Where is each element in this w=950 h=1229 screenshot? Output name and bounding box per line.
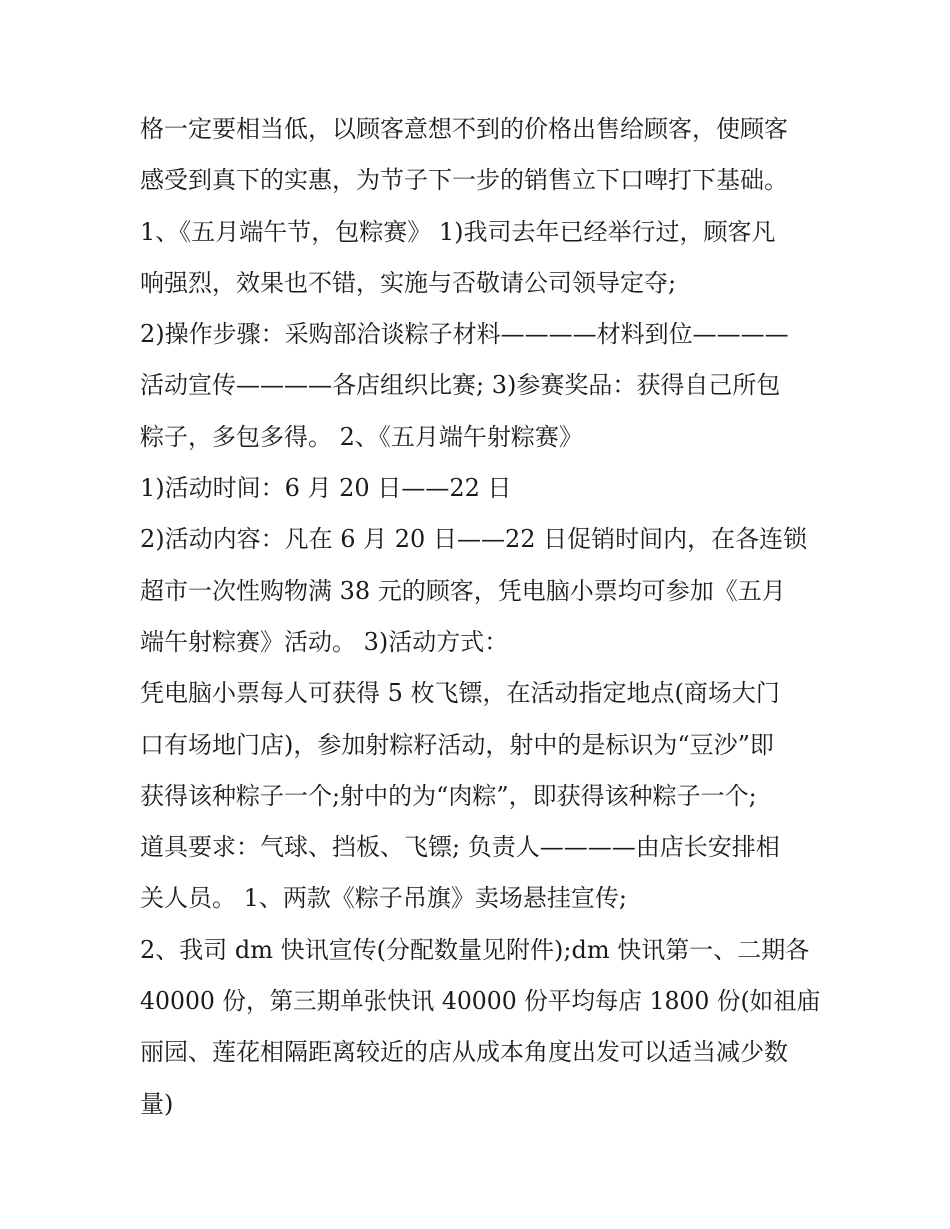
text-line: 关人员。 1、两款《粽子吊旗》卖场悬挂宣传; xyxy=(140,884,627,913)
text-line: 格一定要相当低，以顾客意想不到的价格出售给顾客，使顾客 xyxy=(140,115,788,143)
text-line: 量) xyxy=(140,1089,174,1118)
text-line: 凭电脑小票每人可获得 5 枚飞镖，在活动指定地点(商场大门 xyxy=(140,679,780,708)
text-line: 粽子，多包多得。 2、《五月端午射粽赛》 xyxy=(140,422,583,451)
text-line: 获得该种粽子一个;射中的为“肉粽”，即获得该种粽子一个; xyxy=(140,781,757,810)
text-line: 超市一次性购物满 38 元的顾客，凭电脑小票均可参加《五月 xyxy=(140,576,786,605)
text-line: 口有场地门店)，参加射粽籽活动，射中的是标识为“豆沙”即 xyxy=(140,730,774,759)
text-line: 端午射粽赛》活动。 3)活动方式： xyxy=(140,627,509,656)
body-text xyxy=(140,104,820,1130)
text-line: 道具要求：气球、挡板、飞镖; 负责人————由店长安排相 xyxy=(140,833,780,862)
text-line: 1、《五月端午节，包粽赛》 1)我司去年已经举行过，顾客凡 xyxy=(140,217,776,246)
text-line: 活动宣传————各店组织比赛; 3)参赛奖品：获得自己所包 xyxy=(140,371,781,400)
text-line: 丽园、莲花相隔距离较近的店从成本角度出发可以适当减少数 xyxy=(140,1038,788,1067)
text-line: 1)活动时间：6 月 20 日——22 日 xyxy=(140,474,512,503)
text-line: 40000 份，第三期单张快讯 40000 份平均每店 1800 份(如祖庙 xyxy=(140,987,821,1016)
text-line: 响强烈，效果也不错，实施与否敬请公司领导定夺; xyxy=(140,268,677,297)
text-line: 感受到真下的实惠，为节子下一步的销售立下口啤打下基础。 xyxy=(140,166,788,195)
text-line: 2、我司 dm 快讯宣传(分配数量见附件);dm 快讯第一、二期各 xyxy=(140,935,810,964)
text-line: 2)操作步骤：采购部洽谈粽子材料————材料到位———— xyxy=(140,320,789,349)
text-line: 2)活动内容：凡在 6 月 20 日——22 日促销时间内，在各连锁 xyxy=(140,525,808,554)
